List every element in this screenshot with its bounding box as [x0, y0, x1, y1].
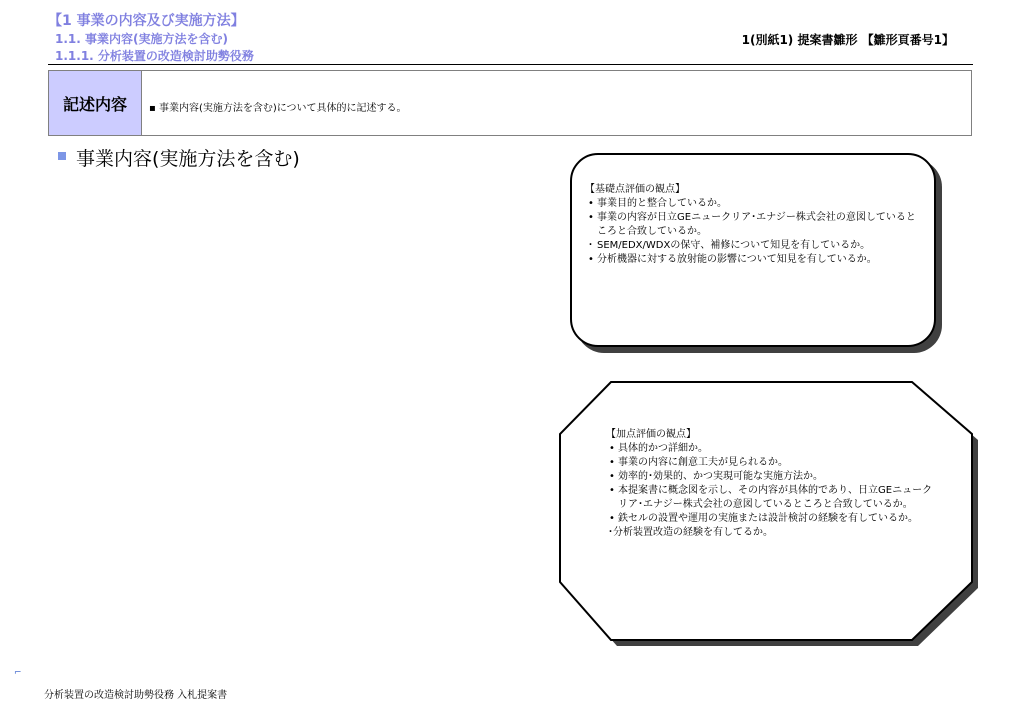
list-item: ･ SEM/EDX/WDXの保守、補修について知見を有しているか。	[588, 240, 871, 251]
bonus-criteria-title: 【加点評価の観点】	[606, 429, 696, 440]
list-item: ･分析装置改造の経験を有してるか。	[608, 527, 773, 538]
list-item: • 分析機器に対する放射能の影響について知見を有しているか。	[588, 254, 877, 265]
list-item: • 効率的･効果的、かつ実現可能な実施方法か。	[609, 471, 823, 482]
list-item: • 事業の内容が日立GEニュークリア･エナジー株式会社の意図しているところと合致しているか。	[588, 212, 916, 237]
section-title: 事業内容(実施方法を含む)	[76, 148, 300, 170]
footer-text: 分析装置の改造検討助勢役務 入札提案書	[44, 690, 228, 701]
description-text: ▪ 事業内容(実施方法を含む)について具体的に記述する。	[149, 103, 407, 114]
section-heading: 1.1. 事業内容(実施方法を含む)	[55, 32, 228, 46]
list-item: • 事業の内容に創意工夫が見られるか。	[609, 457, 788, 468]
basic-criteria-title: 【基礎点評価の観点】	[585, 184, 685, 195]
document-label: 1(別紙1) 提案書雛形 【雛形頁番号1】	[741, 33, 954, 47]
list-item: • 具体的かつ詳細か。	[609, 443, 708, 454]
list-item: • 鉄セルの設置や運用の実施または設計検討の経験を有しているか。	[609, 513, 918, 524]
subsection-heading: 1.1.1. 分析装置の改造検討助勢役務	[55, 49, 254, 63]
chapter-heading: 【1 事業の内容及び実施方法】	[48, 13, 245, 29]
list-item: • 事業目的と整合しているか。	[588, 198, 727, 209]
footer-mark-icon: ⌐	[14, 668, 22, 678]
list-item: • 本提案書に概念図を示し、その内容が具体的であり、日立GEニュークリア･エナジー株式会社の意図しているところと合致しているか。	[609, 485, 933, 510]
bonus-criteria-content	[606, 428, 936, 540]
description-title: 記述内容	[49, 71, 142, 135]
